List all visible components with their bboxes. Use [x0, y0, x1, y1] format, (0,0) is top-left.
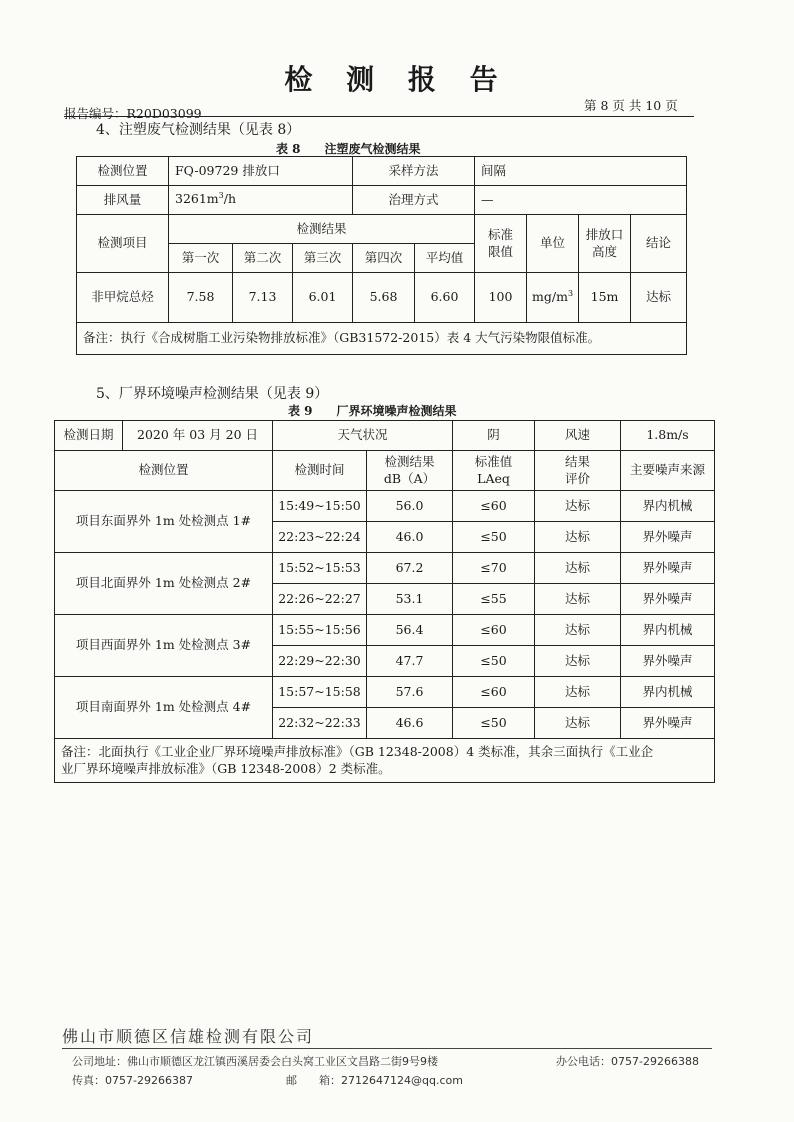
location-label: 检测位置: [77, 157, 169, 186]
table8-title: 表 8 注塑废气检测结果: [276, 142, 421, 156]
table-row: [55, 615, 715, 646]
date-value: 2020 年 03 月 20 日: [123, 421, 273, 451]
weather-label: 天气状况: [273, 421, 453, 451]
measurement-time: 22:23~22:24: [273, 522, 367, 553]
footer-email: 邮 箱：2712647124@qq.com: [286, 1074, 463, 1087]
measurement-result: 47.7: [367, 646, 453, 677]
sampling-value: 间隔: [475, 157, 687, 186]
measurement-result: 46.6: [367, 708, 453, 739]
evaluation-result: 达标: [535, 708, 621, 739]
measurement-time: 22:26~22:27: [273, 584, 367, 615]
standard-value: ≤50: [453, 646, 535, 677]
wind-label: 风速: [535, 421, 621, 451]
footer-phone: 办公电话：0757-29266388: [556, 1055, 699, 1068]
run-4-value: 5.68: [353, 273, 415, 323]
standard-value: ≤60: [453, 491, 535, 522]
noise-source: 界外噪声: [621, 708, 715, 739]
measurement-time: 15:52~15:53: [273, 553, 367, 584]
header-standard: 标准值 LAeq: [453, 451, 535, 491]
page-info: 第 8 页 共 10 页: [584, 98, 678, 113]
date-label: 检测日期: [55, 421, 123, 451]
airflow-label: 排风量: [77, 186, 169, 215]
item-label: 检测项目: [77, 215, 169, 273]
run-1-value: 7.58: [169, 273, 233, 323]
table-row: [55, 677, 715, 708]
measurement-result: 46.0: [367, 522, 453, 553]
wind-value: 1.8m/s: [621, 421, 715, 451]
evaluation-result: 达标: [535, 646, 621, 677]
table8-note: 备注：执行《合成树脂工业污染物排放标准》（GB31572-2015）表 4 大气污染物限值标准。: [77, 323, 687, 355]
report-number: 报告编号：R20D03099: [64, 106, 202, 121]
noise-source: 界外噪声: [621, 522, 715, 553]
noise-table: [54, 420, 715, 783]
measurement-point-location: 项目西面界外 1m 处检测点 3#: [55, 615, 273, 677]
run-4-label: 第四次: [353, 244, 415, 273]
header-result: 检测结果 dB（A）: [367, 451, 453, 491]
table-row: [55, 553, 715, 584]
footer-fax: 传真：0757-29266387: [72, 1074, 193, 1087]
measurement-time: 15:57~15:58: [273, 677, 367, 708]
measurement-result: 56.0: [367, 491, 453, 522]
run-2-label: 第二次: [233, 244, 293, 273]
noise-source: 界外噪声: [621, 646, 715, 677]
table9-note: 备注：北面执行《工业企业厂界环境噪声排放标准》（GB 12348-2008）4 类标准，其余三面执行《工业企 业厂界环境噪声排放标准》（GB 12348-2008）2 类标准。: [55, 739, 715, 783]
noise-source: 界内机械: [621, 677, 715, 708]
footer-address: 公司地址：佛山市顺德区龙江镇西溪居委会白头窝工业区文昌路二街9号9楼: [72, 1055, 438, 1068]
run-3-label: 第三次: [293, 244, 353, 273]
conclusion-label: 结论: [631, 215, 687, 273]
weather-value: 阴: [453, 421, 535, 451]
run-3-value: 6.01: [293, 273, 353, 323]
header-divider: [64, 116, 694, 117]
average-value: 6.60: [415, 273, 475, 323]
measurement-result: 56.4: [367, 615, 453, 646]
standard-value: ≤50: [453, 522, 535, 553]
header-time: 检测时间: [273, 451, 367, 491]
evaluation-result: 达标: [535, 584, 621, 615]
measurement-time: 22:29~22:30: [273, 646, 367, 677]
evaluation-result: 达标: [535, 553, 621, 584]
treatment-value: —: [475, 186, 687, 215]
noise-source: 界内机械: [621, 491, 715, 522]
standard-value: ≤60: [453, 677, 535, 708]
evaluation-result: 达标: [535, 522, 621, 553]
table9-title: 表 9 厂界环境噪声检测结果: [288, 404, 457, 418]
header-location: 检测位置: [55, 451, 273, 491]
run-2-value: 7.13: [233, 273, 293, 323]
table-row: [55, 491, 715, 522]
pollutant-name: 非甲烷总烃: [77, 273, 169, 323]
section4-heading: 4、注塑废气检测结果（见表 8）: [96, 122, 301, 138]
unit-label: 单位: [527, 215, 579, 273]
noise-source: 界外噪声: [621, 553, 715, 584]
noise-source: 界内机械: [621, 615, 715, 646]
limit-value: 100: [475, 273, 527, 323]
report-title: 检 测 报 告: [284, 63, 510, 96]
evaluation-result: 达标: [535, 491, 621, 522]
limit-label: 标准 限值: [475, 215, 527, 273]
header-source: 主要噪声来源: [621, 451, 715, 491]
height-label: 排放口 高度: [579, 215, 631, 273]
measurement-time: 15:49~15:50: [273, 491, 367, 522]
sampling-label: 采样方法: [353, 157, 475, 186]
measurement-point-location: 项目南面界外 1m 处检测点 4#: [55, 677, 273, 739]
measurement-time: 22:32~22:33: [273, 708, 367, 739]
noise-source: 界外噪声: [621, 584, 715, 615]
footer-company: 佛山市顺德区信雄检测有限公司: [62, 1027, 315, 1046]
airflow-value: $3261m^3/h$: [169, 186, 353, 215]
section5-heading: 5、厂界环境噪声检测结果（见表 9）: [96, 386, 329, 402]
measurement-point-location: 项目北面界外 1m 处检测点 2#: [55, 553, 273, 615]
measurement-result: 67.2: [367, 553, 453, 584]
treatment-label: 治理方式: [353, 186, 475, 215]
conclusion-value: 达标: [631, 273, 687, 323]
measurement-time: 15:55~15:56: [273, 615, 367, 646]
standard-value: ≤55: [453, 584, 535, 615]
measurement-point-location: 项目东面界外 1m 处检测点 1#: [55, 491, 273, 553]
standard-value: ≤60: [453, 615, 535, 646]
standard-value: ≤70: [453, 553, 535, 584]
location-value: FQ-09729 排放口: [169, 157, 353, 186]
evaluation-result: 达标: [535, 677, 621, 708]
height-value: 15m: [579, 273, 631, 323]
header-evaluation: 结果 评价: [535, 451, 621, 491]
measurement-result: 53.1: [367, 584, 453, 615]
standard-value: ≤50: [453, 708, 535, 739]
footer-divider: [62, 1048, 712, 1049]
unit-value: $mg/m^3$: [527, 273, 579, 323]
measurement-result: 57.6: [367, 677, 453, 708]
exhaust-gas-table: [76, 156, 687, 355]
average-label: 平均值: [415, 244, 475, 273]
result-label: 检测结果: [169, 215, 475, 244]
run-1-label: 第一次: [169, 244, 233, 273]
evaluation-result: 达标: [535, 615, 621, 646]
